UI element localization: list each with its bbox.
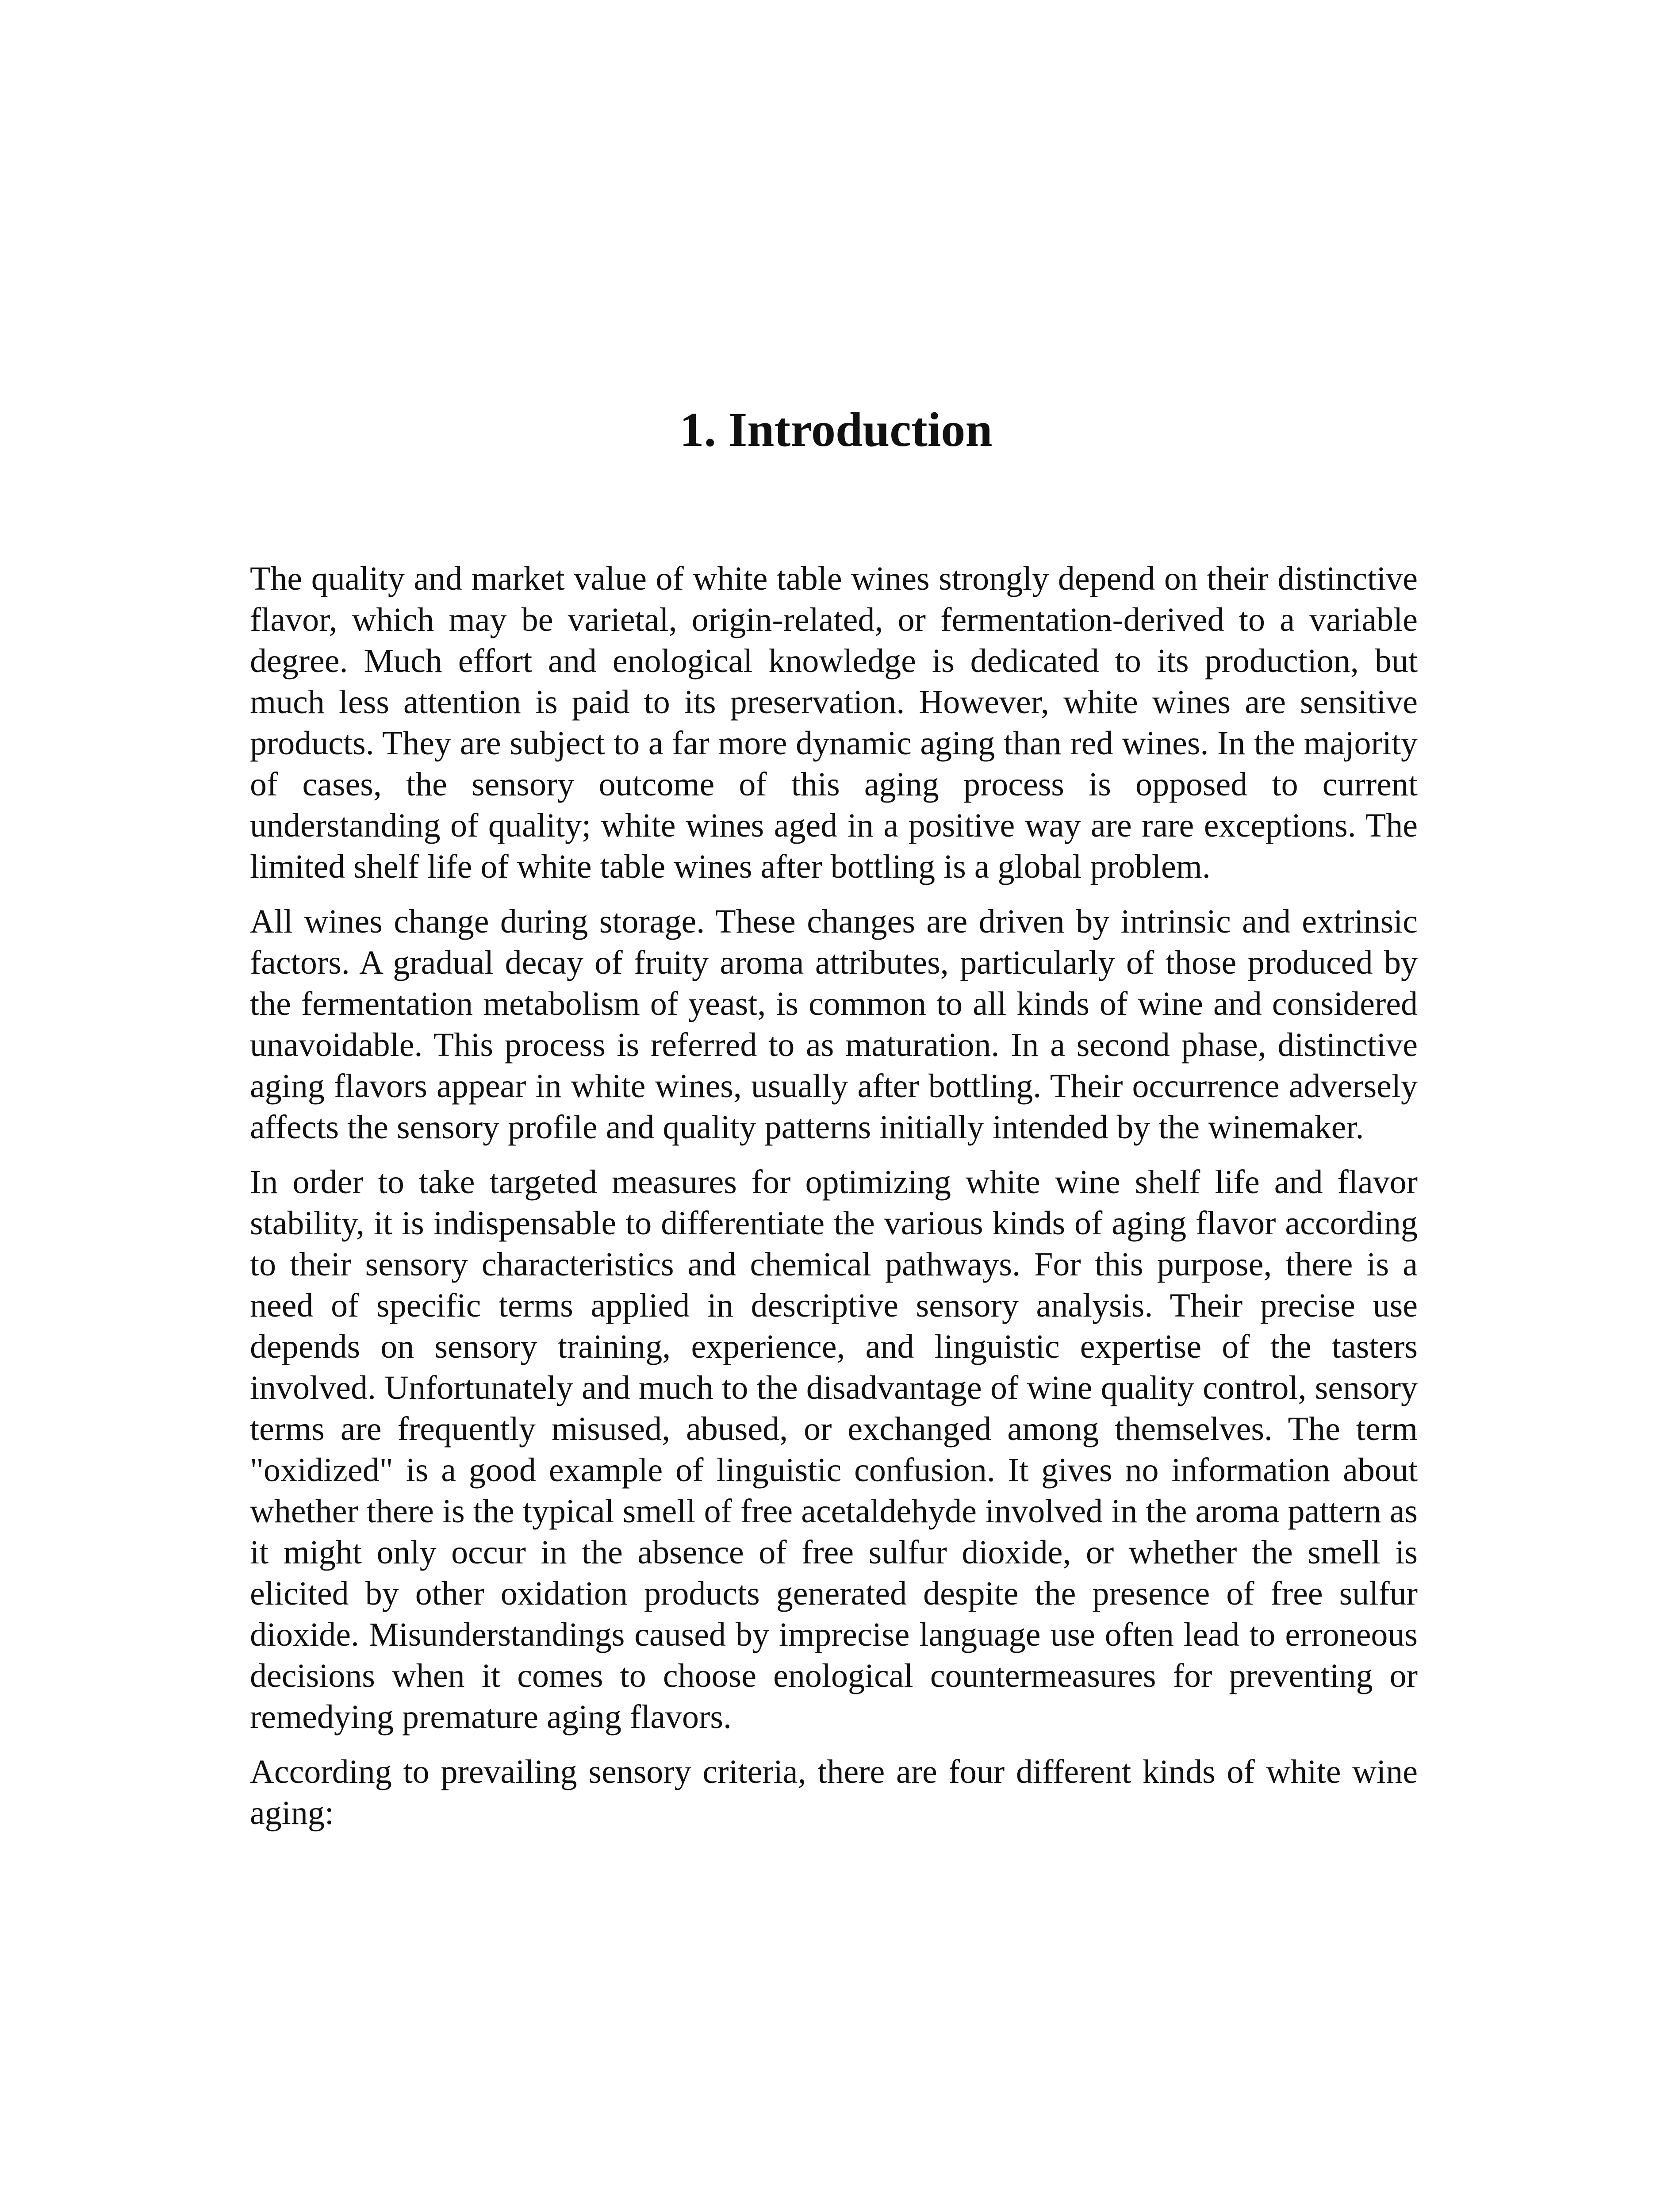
paragraph-aging-kinds: According to prevailing sensory criteria, there are four different kinds of white wine aging: bbox=[250, 1753, 1418, 1832]
body-text bbox=[250, 558, 1418, 1847]
paragraph-shelf-life-problem: The quality and market value of white table wines strongly depend on their distinctive flavor, which may be varietal, origin-related, or fermentation-derived to a variable degree. Much effort and enological knowledge is dedicated to its production, but much less attention is paid to its preservation. However, white wines are sensitive products. They are subject to a far more dynamic aging than red wines. In the majority of cases, the sensory outcome of this aging process is opposed to current understanding of quality; white wines aged in a positive way are rare exceptions. The limited shelf life of white table wines after bottling is a global problem. bbox=[250, 560, 1418, 885]
paragraph-sensory-terminology: In order to take targeted measures for optimizing white wine shelf life and flavor stability, it is indispensable to differentiate the various kinds of aging flavor according to their sensory characteristics and chemical pathways. For this purpose, there is a need of specific terms applied in descriptive sensory analysis. Their precise use depends on sensory training, experience, and linguistic expertise of the tasters involved. Unfortunately and much to the disadvantage of wine quality control, sensory terms are frequently misused, abused, or exchanged among themselves. The term "oxidized" is a good example of linguistic confusion. It gives no information about whether there is the typical smell of free acetaldehyde involved in the aroma pattern as it might only occur in the absence of free sulfur dioxide, or whether the smell is elicited by other oxidation products generated despite the presence of free sulfur dioxide. Misunderstandings caused by imprecise language use often lead to erroneous decisions when it comes to choose enological countermeasures for preventing or remedying premature aging flavors. bbox=[250, 1164, 1418, 1736]
chapter-title: 1. Introduction bbox=[679, 403, 993, 457]
paragraph-storage-changes: All wines change during storage. These changes are driven by intrinsic and extrinsic factors. A gradual decay of fruity aroma attributes, particularly of those produced by the fermentation metabolism of yeast, is common to all kinds of wine and considered unavoidable. This process is referred to as maturation. In a second phase, distinctive aging flavors appear in white wines, usually after bottling. Their occurrence adversely affects the sensory profile and quality patterns initially intended by the winemaker. bbox=[250, 903, 1418, 1146]
